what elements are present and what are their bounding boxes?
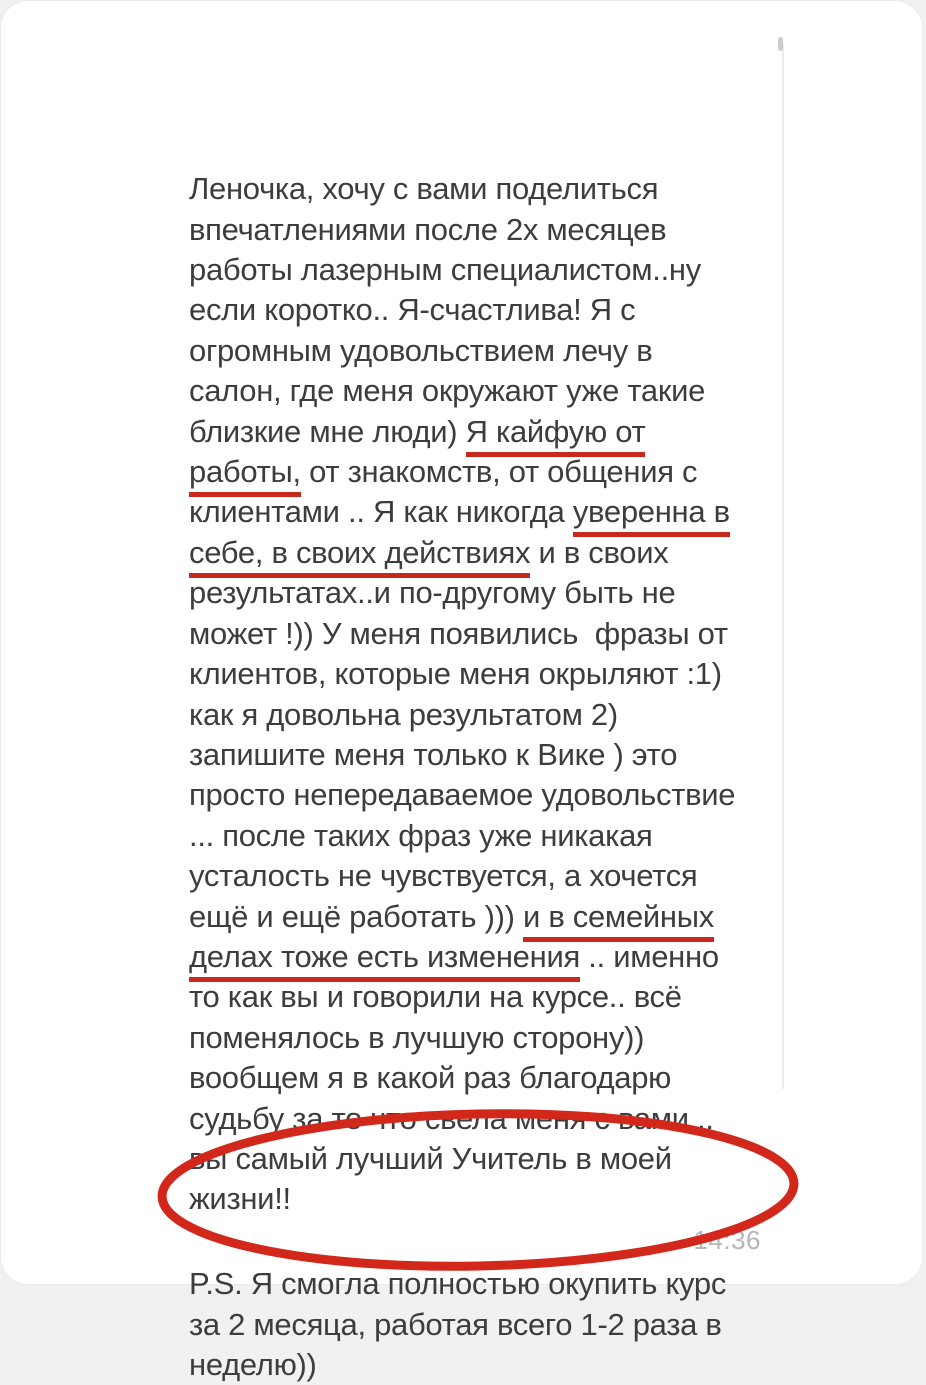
ps-note-line — [189, 1264, 726, 1304]
scrollbar-thumb — [778, 37, 783, 51]
message-line — [189, 331, 735, 371]
inner-screenshot-edge — [782, 43, 784, 1089]
text-segment: и в своих — [530, 534, 669, 570]
text-segment: жизни!! — [189, 1181, 291, 1217]
message-line — [189, 1099, 735, 1139]
message-line — [189, 937, 735, 977]
text-segment: .. именно — [579, 938, 719, 974]
text-segment: клиентов, которые меня окрыляют :1) — [189, 656, 722, 692]
underlined-phrase: себе, в своих действиях — [189, 535, 530, 578]
message-line — [189, 290, 735, 330]
text-segment: если коротко.. Я-счастлива! Я с — [189, 292, 636, 328]
message-line — [189, 573, 735, 613]
text-segment: может !)) У меня появились фразы от — [189, 615, 728, 651]
text-segment: впечатлениями после 2х месяцев — [189, 211, 667, 247]
ps-note-line — [189, 1305, 726, 1345]
text-segment: вы самый лучший Учитель в моей — [189, 1140, 672, 1176]
text-segment: как я довольна результатом 2) — [189, 696, 618, 732]
text-segment: то как вы и говорили на курсе.. всё — [189, 979, 682, 1015]
message-line — [189, 735, 735, 775]
text-segment: ... после таких фраз уже никакая — [189, 817, 653, 853]
message-line — [189, 452, 735, 492]
message-line — [189, 492, 735, 532]
message-line — [189, 412, 735, 452]
ps-note-line — [189, 1345, 726, 1385]
message-line — [189, 169, 735, 209]
text-segment: близкие мне люди) — [189, 413, 466, 449]
text-segment: результатах..и по-другому быть не — [189, 575, 676, 611]
text-segment: за 2 месяца, работая всего 1-2 раза в — [189, 1306, 722, 1342]
message-line — [189, 654, 735, 694]
underlined-phrase: работы, — [189, 454, 301, 497]
text-segment: судьбу за то что свела меня с вами .. — [189, 1100, 714, 1136]
text-segment: поменялось в лучшую сторону)) — [189, 1019, 645, 1055]
message-line — [189, 816, 735, 856]
text-segment: от знакомств, от общения с — [300, 454, 698, 490]
text-segment: вообщем я в какой раз благодарю — [189, 1060, 672, 1096]
message-line — [189, 897, 735, 937]
underlined-phrase: и в семейных — [523, 899, 714, 942]
text-segment: просто непередаваемое удовольствие — [189, 777, 736, 813]
underlined-phrase: уверенна в — [573, 494, 730, 537]
message-text — [189, 48, 735, 1220]
message-line — [189, 977, 735, 1017]
underlined-phrase: Я кайфую от — [466, 414, 646, 457]
text-segment: запишите меня только к Вике ) это — [189, 736, 678, 772]
message-line — [189, 614, 735, 654]
message-line — [189, 250, 735, 290]
message-line — [189, 695, 735, 735]
text-segment: усталость не чувствуется, а хочется — [189, 858, 698, 894]
text-segment: клиентами .. Я как никогда — [189, 494, 573, 530]
text-segment: огромным удовольствием лечу в — [189, 332, 653, 368]
message-line — [189, 533, 735, 573]
message-line — [189, 210, 735, 250]
message-line — [189, 1018, 735, 1058]
underlined-phrase: делах тоже есть изменения — [189, 939, 580, 982]
message-line — [189, 1058, 735, 1098]
text-segment: салон, где меня окружают уже такие — [189, 373, 706, 409]
text-segment: P.S. Я смогла полностью окупить курс — [189, 1266, 727, 1302]
text-segment: неделю)) — [189, 1347, 317, 1383]
timestamp: 14:36 — [693, 1225, 761, 1255]
text-segment: Леночка, хочу с вами поделиться — [189, 171, 659, 207]
text-segment: ещё и ещё работать ))) — [189, 898, 523, 934]
message-line — [189, 856, 735, 896]
text-segment: работы лазерным специалистом..ну — [189, 252, 701, 288]
message-line — [189, 371, 735, 411]
message-line — [189, 775, 735, 815]
